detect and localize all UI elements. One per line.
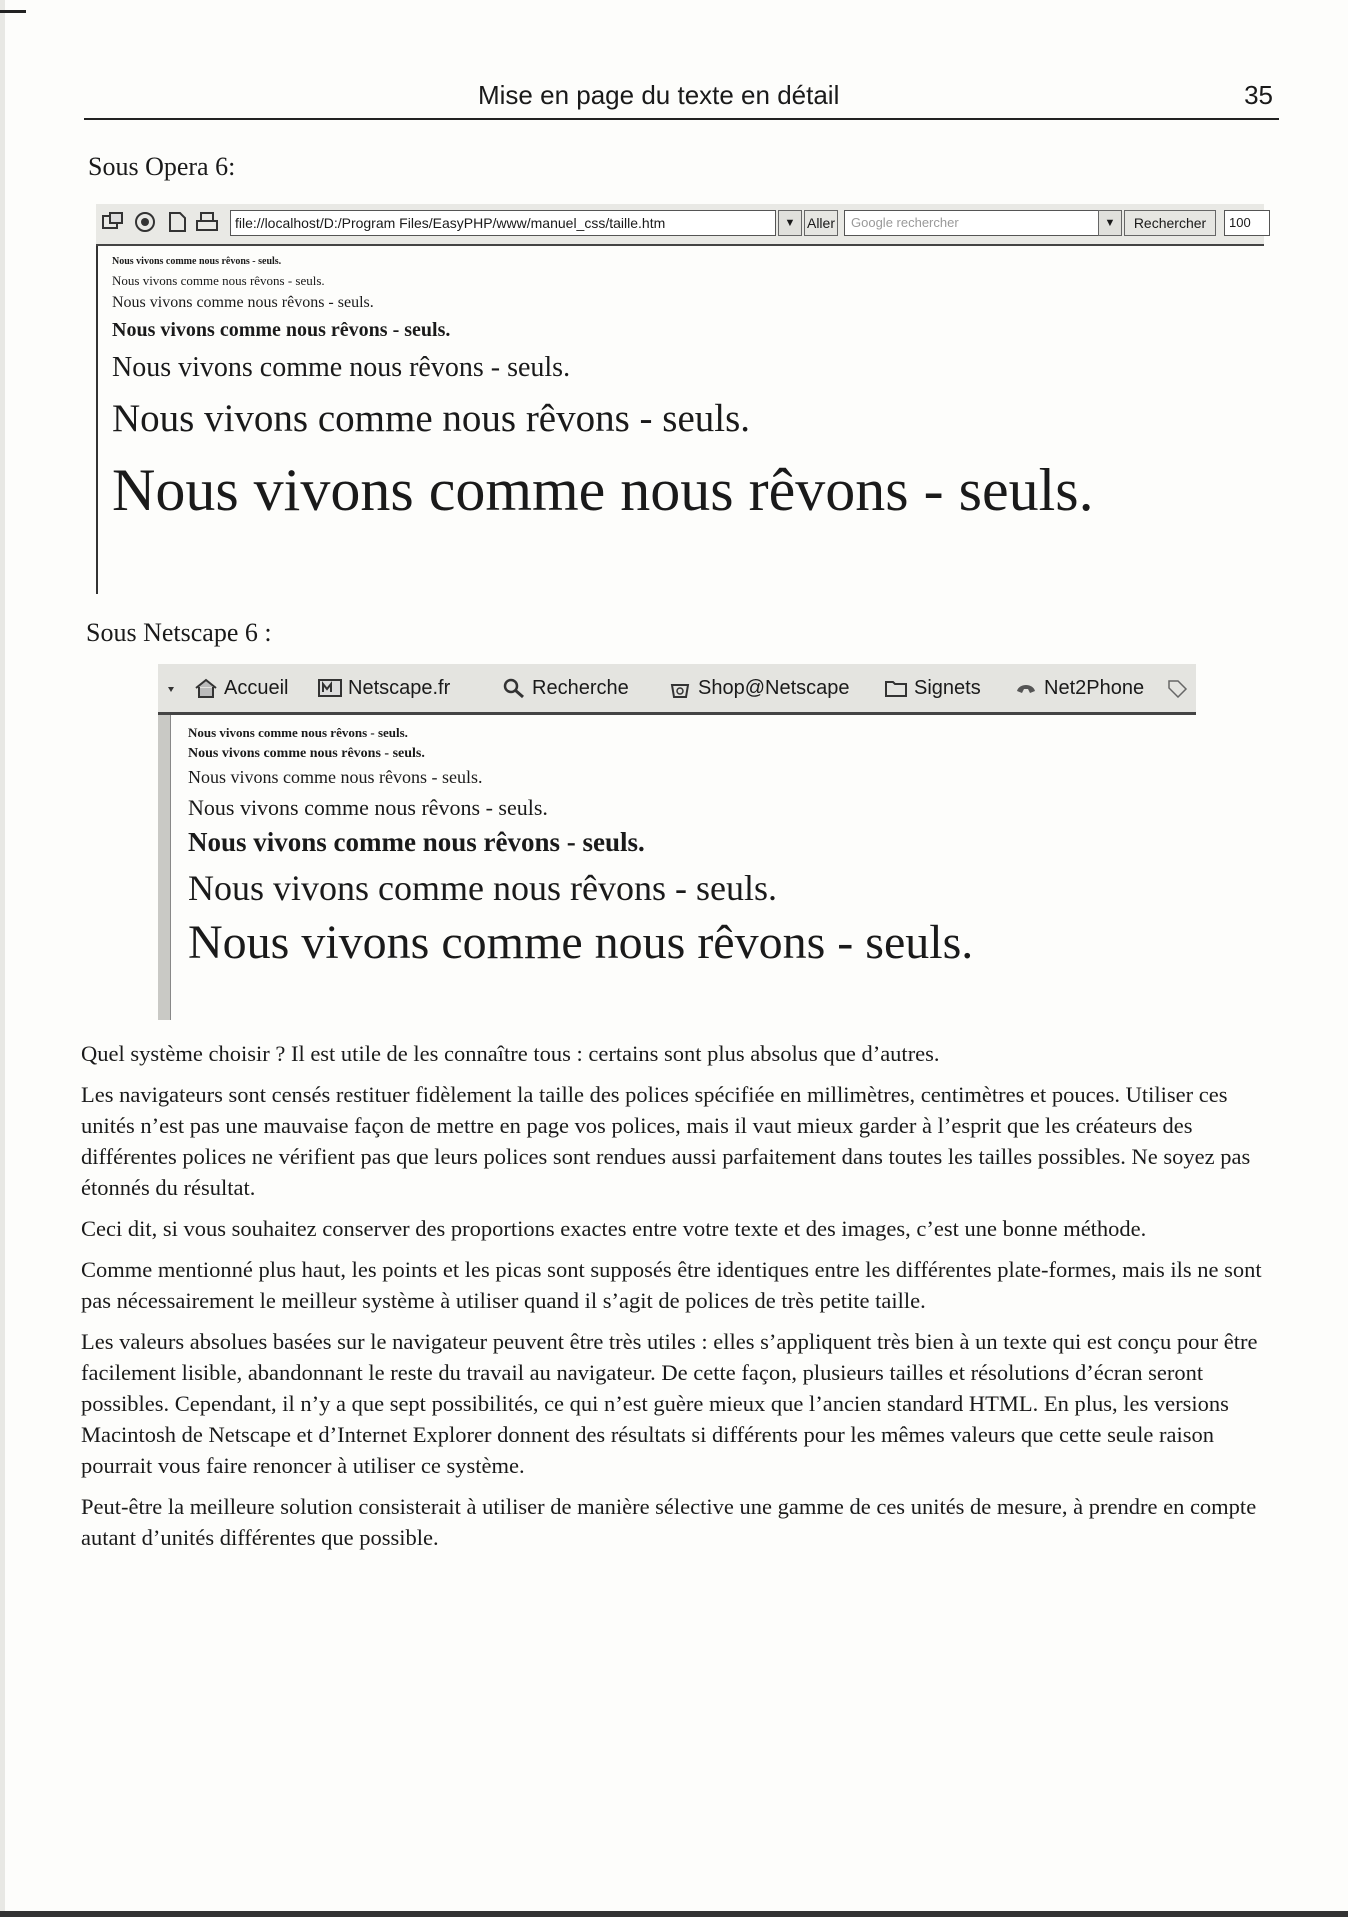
netscape-personal-toolbar <box>158 664 1196 715</box>
chapter-title: Mise en page du texte en détail <box>478 80 840 110</box>
sample-x-small: Nous vivons comme nous rêvons - seuls. <box>188 746 425 761</box>
security-icon[interactable] <box>132 210 158 234</box>
sample-xx-small: Nous vivons comme nous rêvons - seuls. <box>112 256 282 267</box>
bookmark-netscape-fr[interactable] <box>318 674 450 702</box>
zoom-field[interactable]: 100 <box>1224 210 1270 236</box>
search-input[interactable]: Google rechercher <box>844 210 1100 236</box>
home-icon <box>194 677 218 699</box>
paragraph: Comme mentionné plus haut, les points et les picas sont supposés être identiques entre les différentes plate-formes, mais ils ne sont pas nécessairement le meilleur système à utiliser quand il s’agit de polices de très petite taille. <box>81 1257 1262 1313</box>
bookmark-label: Accueil <box>224 676 289 699</box>
go-button[interactable]: Aller <box>804 210 838 236</box>
page-bottom-edge <box>0 1911 1348 1917</box>
opera-caption: Sous Opera 6: <box>88 152 236 181</box>
netscape-screenshot <box>158 664 1196 1020</box>
paragraph: Les navigateurs sont censés restituer fidèlement la taille des polices spécifiée en millimètres, centimètres et pouces. Utiliser ces unités n’est pas une mauvaise façon de mettre en page vos polices, mais il vaut mieux garder à l’esprit que les créateurs des différentes polices ne vérifient pas que leurs polices sont rendues aussi parfaitement dans toutes les tailles possibles. Ne soyez pas étonnés du résultat. <box>81 1082 1251 1200</box>
sample-large: Nous vivons comme nous rêvons - seuls. <box>112 352 571 383</box>
sample-x-small: Nous vivons comme nous rêvons - seuls. <box>112 273 325 288</box>
bookmark-net2phone[interactable] <box>1014 674 1144 702</box>
folder-icon <box>884 677 908 699</box>
toolbar-overflow[interactable] <box>1166 674 1188 702</box>
sample-small: Nous vivons comme nous rêvons - seuls. <box>112 294 374 311</box>
paragraph: Peut-être la meilleure solution consisterait à utiliser de manière sélective une gamme de ces unités de mesure, à prendre en compte autant d’unités différentes que possible. <box>81 1494 1257 1550</box>
opera-screenshot <box>96 204 1264 594</box>
page-info-icon[interactable] <box>100 210 126 234</box>
bookmarks-button[interactable] <box>884 674 981 702</box>
paragraph: Les valeurs absolues basées sur le navigateur peuvent être très utiles : elles s’appliquent très bien à un texte qui est conçu pour être facilement lisible, abandonnant le reste du travail au navigateur. De cette façon, plusieurs tailles et résolutions d’écran seront possibles. Cependant, il n’y a que sept possibilités, ce qui n’est guère mieux que l’ancien standard HTML. En plus, les versions Macintosh de Netscape et d’Internet Explorer donnent des résultats si différents pour les mêmes valeurs que cette seule raison pourrait vous faire renoncer à utiliser ce système. <box>81 1329 1258 1478</box>
net2phone-icon <box>1014 677 1038 699</box>
bookmark-label: Net2Phone <box>1044 676 1145 699</box>
print-icon[interactable] <box>194 210 220 234</box>
netscape-viewport <box>158 715 1196 1020</box>
running-head <box>84 76 1279 120</box>
paragraph: Quel système choisir ? Il est utile de les connaître tous : certains sont plus absolus que d’autres. <box>81 1041 940 1066</box>
bookmark-shop[interactable] <box>668 674 850 702</box>
sample-small: Nous vivons comme nous rêvons - seuls. <box>188 767 483 787</box>
page-edge <box>0 0 5 1917</box>
sample-xx-small: Nous vivons comme nous rêvons - seuls. <box>188 725 408 740</box>
address-input[interactable]: file://localhost/D:/Program Files/EasyPHP/www/manuel_css/taille.htm <box>230 210 776 236</box>
sample-x-large: Nous vivons comme nous rêvons - seuls. <box>112 397 751 440</box>
sample-large: Nous vivons comme nous rêvons - seuls. <box>188 827 645 857</box>
search-engine-dropdown[interactable]: ▼ <box>1098 210 1122 236</box>
my-netscape-icon <box>318 677 342 699</box>
bookmark-recherche[interactable] <box>502 674 629 702</box>
netscape-caption: Sous Netscape 6 : <box>86 618 272 647</box>
bookmark-label: Shop@Netscape <box>698 676 850 699</box>
sidebar-grippy[interactable] <box>158 715 171 1020</box>
grip-icon <box>166 681 176 695</box>
sample-xx-large: Nous vivons comme nous rêvons - seuls. <box>112 457 1094 523</box>
opera-toolbar <box>96 204 1264 246</box>
sample-medium: Nous vivons comme nous rêvons - seuls. <box>112 319 451 341</box>
search-button[interactable]: Rechercher <box>1124 210 1216 236</box>
new-page-icon[interactable] <box>164 210 190 234</box>
bookmark-label: Signets <box>914 676 981 699</box>
shop-icon <box>668 677 692 699</box>
sample-medium: Nous vivons comme nous rêvons - seuls. <box>188 795 548 820</box>
paragraph: Ceci dit, si vous souhaitez conserver des proportions exactes entre votre texte et des images, c’est une bonne méthode. <box>81 1216 1147 1241</box>
body-text <box>81 1038 1271 1563</box>
bookmark-accueil[interactable] <box>194 674 288 702</box>
sample-xx-large: Nous vivons comme nous rêvons - seuls. <box>188 916 974 969</box>
toolbar-grip[interactable] <box>166 674 176 702</box>
opera-viewport <box>96 246 1266 594</box>
address-dropdown[interactable]: ▼ <box>778 210 802 236</box>
page-number: 35 <box>1244 80 1273 110</box>
sample-x-large: Nous vivons comme nous rêvons - seuls. <box>188 868 777 908</box>
bookmark-label: Recherche <box>532 676 629 699</box>
bookmark-tag-icon <box>1166 678 1188 698</box>
bookmark-label: Netscape.fr <box>348 676 451 699</box>
search-icon <box>502 677 526 699</box>
scan-mark <box>0 10 26 13</box>
